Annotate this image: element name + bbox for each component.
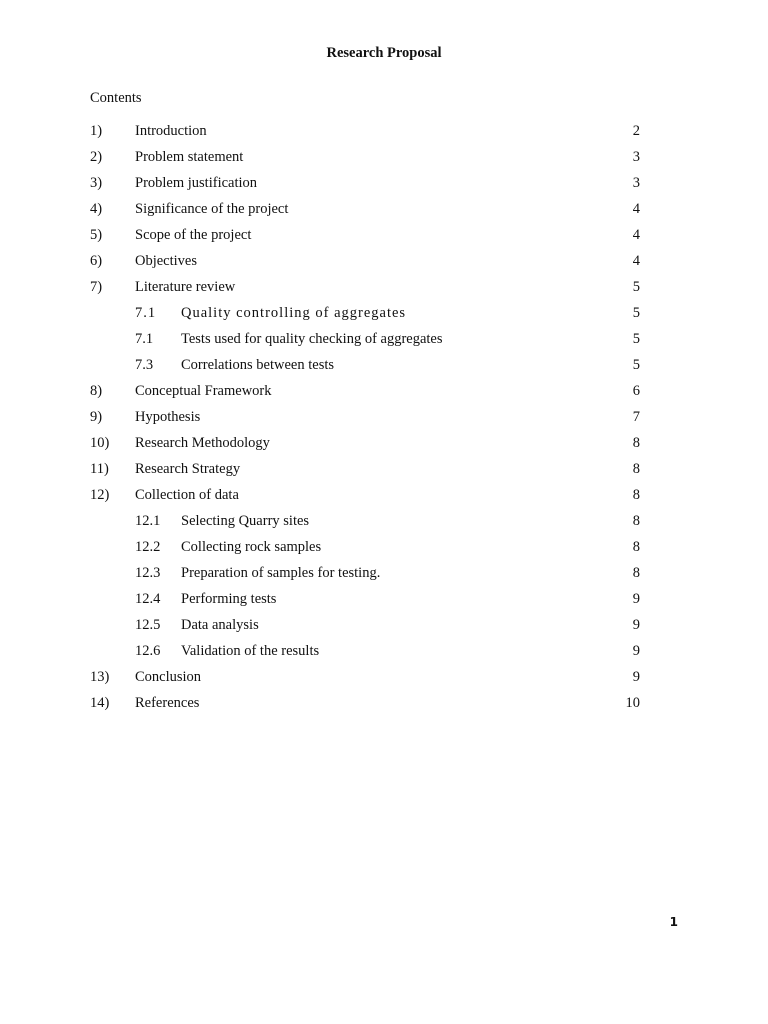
toc-entry-label: Literature review [135, 279, 236, 295]
toc-entry-number: 13) [90, 669, 110, 685]
toc-entry-label: Correlations between tests [181, 357, 335, 373]
toc-entry [0, 460, 768, 486]
toc-entry [0, 408, 768, 434]
toc-entry-page: 5 [632, 305, 640, 321]
toc-entry [0, 330, 768, 356]
toc-entry-number: 5) [90, 227, 103, 243]
toc-entry-page: 4 [632, 227, 640, 243]
toc-entry-page: 8 [632, 513, 640, 529]
toc-entry [0, 304, 768, 330]
toc-entry-page: 5 [632, 279, 640, 295]
toc-entry [0, 564, 768, 590]
toc-entry-label: Performing tests [181, 591, 277, 607]
toc-entry-label: Introduction [135, 123, 207, 139]
page-title: Research Proposal [326, 45, 442, 61]
toc-entry-page: 3 [632, 149, 640, 165]
toc-entry-page: 5 [632, 357, 640, 373]
toc-entry-number: 1) [90, 123, 103, 139]
toc-entry-page: 9 [632, 669, 640, 685]
toc-entry [0, 590, 768, 616]
toc-entry-number: 7.1 [135, 305, 157, 321]
toc-entry [0, 382, 768, 408]
toc-entry-number: 3) [90, 175, 103, 191]
toc-entry [0, 512, 768, 538]
toc-entry-label: Collection of data [135, 487, 239, 503]
toc-entry-page: 9 [632, 591, 640, 607]
toc-entry-label: Objectives [135, 253, 198, 269]
toc-entry [0, 356, 768, 382]
toc-entry-number: 14) [90, 695, 110, 711]
toc-entry-number: 12.2 [135, 539, 161, 555]
toc-entry-page: 7 [632, 409, 640, 425]
toc-entry-number: 2) [90, 149, 103, 165]
toc-entry-number: 12.4 [135, 591, 161, 607]
toc-entry-page: 3 [632, 175, 640, 191]
toc-entry-label: Tests used for quality checking of aggregates [181, 331, 443, 347]
toc-entry-number: 12.5 [135, 617, 161, 633]
toc-entry-number: 11) [90, 461, 109, 477]
toc-entry-label: Selecting Quarry sites [181, 513, 310, 529]
toc-entry-label: Research Methodology [135, 435, 270, 451]
toc-entry-label: Scope of the project [135, 227, 252, 243]
toc-entry-label: Hypothesis [135, 409, 201, 425]
toc-entry-number: 10) [90, 435, 110, 451]
toc-entry-label: Conclusion [135, 669, 202, 685]
toc-entry [0, 226, 768, 252]
toc-entry-page: 8 [632, 539, 640, 555]
toc-entry-number: 12.6 [135, 643, 161, 659]
toc-entry-label: Quality controlling of aggregates [181, 305, 407, 321]
table-of-contents [0, 122, 768, 720]
toc-entry-page: 10 [625, 695, 640, 711]
toc-entry [0, 148, 768, 174]
toc-entry-label: References [135, 695, 200, 711]
toc-entry-label: Significance of the project [135, 201, 289, 217]
toc-entry-number: 12) [90, 487, 110, 503]
toc-entry [0, 278, 768, 304]
toc-entry-page: 9 [632, 643, 640, 659]
contents-heading: Contents [90, 90, 142, 106]
toc-entry-label: Data analysis [181, 617, 259, 633]
toc-entry [0, 252, 768, 278]
toc-entry [0, 616, 768, 642]
toc-entry-label: Conceptual Framework [135, 383, 272, 399]
toc-entry-number: 12.1 [135, 513, 161, 529]
toc-entry-number: 9) [90, 409, 103, 425]
toc-entry [0, 642, 768, 668]
toc-entry-page: 8 [632, 565, 640, 581]
toc-entry-number: 6) [90, 253, 103, 269]
toc-entry [0, 434, 768, 460]
toc-entry-number: 7) [90, 279, 103, 295]
toc-entry [0, 486, 768, 512]
toc-entry-label: Preparation of samples for testing. [181, 565, 381, 581]
toc-entry-number: 12.3 [135, 565, 161, 581]
footer-page-number: 1 [669, 915, 678, 929]
toc-entry [0, 200, 768, 226]
toc-entry [0, 174, 768, 200]
toc-entry-page: 9 [632, 617, 640, 633]
toc-entry-page: 4 [632, 253, 640, 269]
toc-entry-page: 8 [632, 435, 640, 451]
toc-entry [0, 538, 768, 564]
toc-entry-label: Validation of the results [181, 643, 320, 659]
toc-entry [0, 122, 768, 148]
toc-entry [0, 694, 768, 720]
toc-entry-page: 8 [632, 487, 640, 503]
toc-entry-number: 7.1 [135, 331, 154, 347]
toc-entry-label: Collecting rock samples [181, 539, 322, 555]
toc-entry-number: 8) [90, 383, 103, 399]
toc-entry-label: Problem justification [135, 175, 258, 191]
toc-entry-number: 4) [90, 201, 103, 217]
toc-entry-label: Research Strategy [135, 461, 241, 477]
toc-entry-page: 5 [632, 331, 640, 347]
toc-entry-page: 2 [632, 123, 640, 139]
toc-entry-page: 8 [632, 461, 640, 477]
toc-entry-label: Problem statement [135, 149, 244, 165]
toc-entry-page: 6 [632, 383, 640, 399]
toc-entry-page: 4 [632, 201, 640, 217]
toc-entry [0, 668, 768, 694]
toc-entry-number: 7.3 [135, 357, 154, 373]
